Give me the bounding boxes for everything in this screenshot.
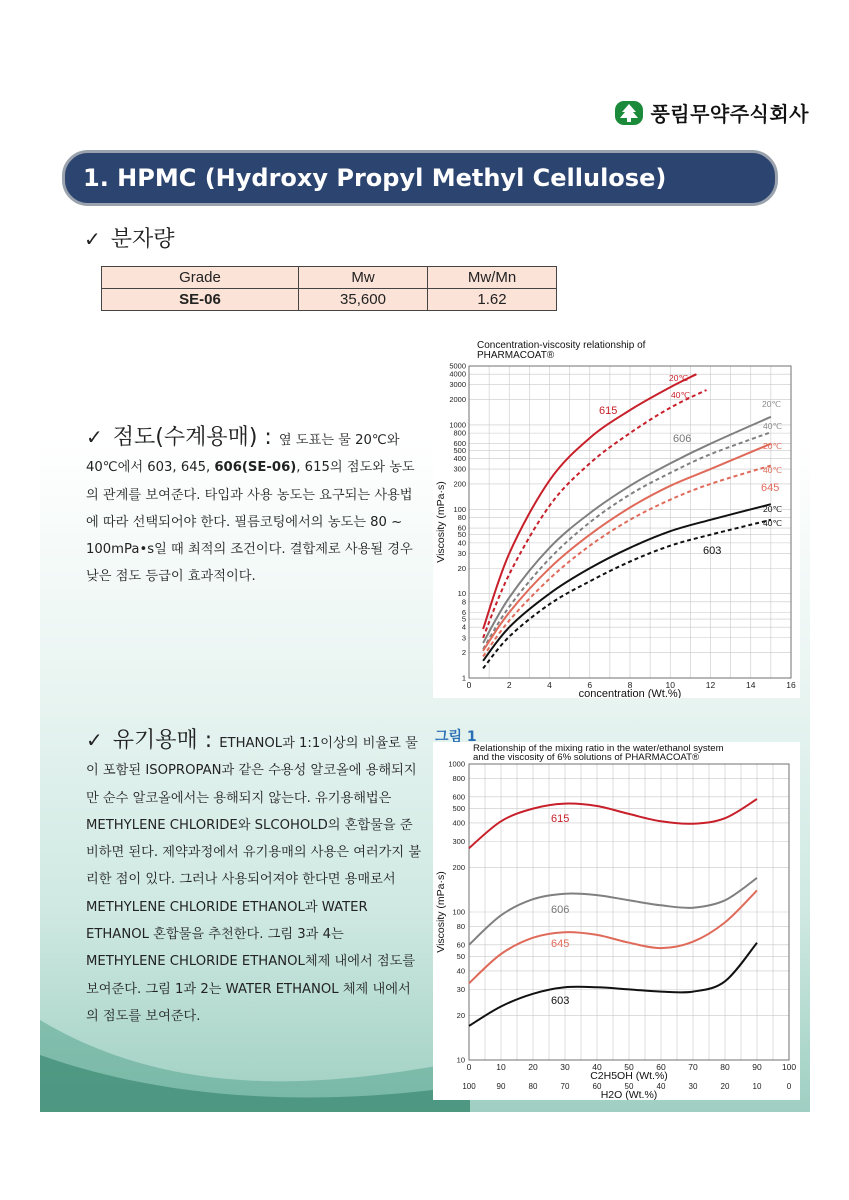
y-tick-label: 60 [457, 523, 466, 533]
x-tick-label: 12 [705, 680, 716, 690]
series-line [483, 504, 771, 661]
y-tick-label: 500 [452, 804, 465, 814]
y-tick-label: 60 [456, 940, 465, 950]
x2-tick-label: 10 [752, 1082, 762, 1091]
x-tick-label: 0 [466, 680, 472, 690]
y-tick-label: 40 [457, 538, 466, 548]
y-tick-label: 600 [452, 792, 465, 802]
molecular-weight-heading: ✓ 분자량 [84, 227, 175, 252]
y-tick-label: 200 [452, 862, 465, 872]
viscosity-paragraph [86, 424, 420, 591]
checkmark-icon: ✓ [86, 728, 103, 752]
series-annotation: 20℃ [763, 504, 783, 514]
organic-solvent-heading: 유기용매 : [112, 728, 220, 753]
y-tick-label: 80 [457, 512, 466, 522]
y-tick-label: 30 [457, 548, 466, 558]
x2-tick-label: 50 [624, 1082, 634, 1091]
y-axis-label: Viscosity (mPa·s) [435, 871, 447, 953]
x-axis-label: C2H5OH (Wt.%) [590, 1070, 668, 1082]
x-tick-label: 50 [624, 1062, 634, 1072]
x2-tick-label: 80 [528, 1082, 538, 1091]
molecular-weight-table [101, 266, 557, 311]
x2-tick-label: 90 [496, 1082, 506, 1091]
table-cell-grade: SE-06 [102, 289, 299, 311]
x-tick-label: 2 [506, 680, 512, 690]
y-tick-label: 100 [453, 504, 466, 514]
table-header-row [102, 267, 557, 289]
series-annotation: 20℃ [669, 373, 689, 383]
series-annotation: 615 [551, 813, 570, 825]
series-annotation: 40℃ [763, 465, 783, 475]
company-logo [614, 98, 809, 127]
y-tick-label: 1 [461, 673, 466, 683]
x-tick-label: 4 [547, 680, 552, 690]
y-tick-label: 8 [461, 597, 466, 607]
organic-solvent-text: ETHANOL과 1:1이상의 비율로 물이 포함된 ISOPROPAN과 같은 수용성 알코올에 용해되지만 순수 알코올에서는 용해되지 않는다. 유기용해법은 METHYLENE CHLORIDE와 SLCOHOLD의 혼합물을 준비하면 된다. 제약과정에서 유기용매의 사용은 여러가지 불리한 점이 있다. 그러나 사용되어져야 한다면 용매로서 METHYLENE CHLORIDE ETHANOL과 WATER ETHANOL 혼합물을 추천한다. 그림 3과 4는 METHYLENE CHLORIDE ETHANOL체제 내에서 점도를 보여준다. 그림 1과 2는 WATER ETHANOL 체제 내에서의 점도를 보여준다. [86, 736, 422, 1024]
x-tick-label: 20 [528, 1062, 538, 1072]
y-tick-label: 1000 [448, 759, 465, 769]
x2-tick-label: 30 [688, 1082, 698, 1091]
viscosity-text: 옆 도표는 물 20℃와 40℃에서 603, 645, [86, 433, 400, 476]
x-tick-label: 90 [752, 1062, 762, 1072]
y-tick-label: 400 [453, 454, 466, 464]
y-tick-label: 6 [461, 607, 466, 617]
x-tick-label: 14 [746, 680, 756, 690]
x-tick-label: 80 [720, 1062, 730, 1072]
x2-tick-label: 40 [656, 1082, 666, 1091]
checkmark-icon: ✓ [86, 425, 103, 449]
x2-tick-label: 100 [462, 1082, 476, 1091]
table-cell-mw: 35,600 [299, 289, 428, 311]
y-tick-label: 10 [456, 1055, 465, 1065]
y-tick-label: 100 [452, 907, 465, 917]
viscosity-text-bold: 606(SE-06) [214, 460, 297, 476]
company-name: 풍림무약주식회사 [650, 102, 809, 126]
y-tick-label: 40 [456, 966, 465, 976]
series-line [483, 390, 706, 638]
series-annotation: 20℃ [762, 399, 782, 409]
series-annotation: 606 [551, 904, 570, 916]
x-tick-label: 60 [656, 1062, 666, 1072]
logo-mark-icon [614, 100, 644, 126]
x-tick-label: 8 [627, 680, 633, 690]
x-tick-label: 10 [496, 1062, 506, 1072]
chart-title: Relationship of the mixing ratio in the water/ethanol system [473, 743, 724, 754]
y-tick-label: 20 [457, 563, 466, 573]
concentration-viscosity-chart [433, 336, 800, 698]
y-tick-label: 1000 [449, 420, 466, 430]
series-annotation: 615 [599, 405, 618, 417]
x-tick-label: 100 [781, 1062, 797, 1072]
y-tick-label: 3 [461, 633, 466, 643]
x-axis-label: concentration (Wt.%) [578, 688, 682, 698]
series-annotation: 606 [673, 433, 692, 445]
y-tick-label: 2000 [449, 395, 466, 405]
checkmark-icon: ✓ [84, 227, 101, 251]
table-cell-mwmn: 1.62 [428, 289, 557, 311]
y-axis-label: Viscosity (mPa·s) [435, 481, 447, 563]
y-tick-label: 4000 [449, 369, 466, 379]
y-tick-label: 500 [453, 445, 466, 455]
y-tick-label: 200 [453, 479, 466, 489]
chart-title: and the viscosity of 6% solutions of PHARMACOAT® [473, 752, 700, 763]
series-annotation: 40℃ [671, 390, 691, 400]
series-annotation: 20℃ [763, 441, 783, 451]
y-tick-label: 5 [461, 614, 466, 624]
y-tick-label: 2 [461, 648, 466, 658]
series-annotation: 603 [551, 995, 570, 1007]
y-tick-label: 600 [453, 439, 466, 449]
x2-tick-label: 70 [560, 1082, 570, 1091]
viscosity-text: , 615의 점도와 농도의 관계를 보여준다. 타입과 사용 농도는 요구되는 사용법에 따라 선택되어야 한다. 필름코팅에서의 농도는 80 ~ 100mPa•s일 때 최적의 조건이다. 결합제로 사용될 경우 낮은 점도 등급이 효과적이다. [86, 460, 415, 585]
y-tick-label: 300 [453, 464, 466, 474]
series-annotation: 40℃ [763, 421, 783, 431]
series-annotation: 645 [551, 938, 570, 950]
y-tick-label: 3000 [449, 380, 466, 390]
x2-tick-label: 0 [786, 1082, 792, 1091]
y-tick-label: 800 [453, 428, 466, 438]
y-tick-label: 4 [461, 622, 466, 632]
series-annotation: 645 [761, 482, 780, 494]
series-line [483, 444, 771, 651]
y-tick-label: 30 [456, 984, 465, 994]
chart-title: PHARMACOAT® [477, 350, 555, 361]
y-tick-label: 5000 [449, 361, 466, 371]
chart-title: Concentration-viscosity relationship of [477, 340, 646, 351]
y-tick-label: 50 [457, 530, 466, 540]
x2-tick-label: 60 [592, 1082, 602, 1091]
table-header-cell: Mw/Mn [428, 267, 557, 289]
x-tick-label: 70 [688, 1062, 698, 1072]
y-tick-label: 10 [457, 589, 466, 599]
viscosity-heading: 점도(수계용매) : [112, 425, 279, 450]
y-tick-label: 400 [452, 818, 465, 828]
series-line [483, 466, 771, 657]
mixing-ratio-viscosity-chart [433, 742, 800, 1100]
y-tick-label: 800 [452, 773, 465, 783]
table-header-cell: Grade [102, 267, 299, 289]
x-tick-label: 30 [560, 1062, 570, 1072]
table-header-cell: Mw [299, 267, 428, 289]
x2-axis-label: H2O (Wt.%) [600, 1089, 658, 1100]
y-tick-label: 300 [452, 836, 465, 846]
organic-solvent-paragraph [86, 727, 422, 1030]
series-annotation: 603 [703, 545, 722, 557]
figure-label: 그림 1 [435, 729, 477, 745]
y-tick-label: 50 [456, 952, 465, 962]
section-title-banner: 1. HPMC (Hydroxy Propyl Methyl Cellulose) [62, 150, 778, 206]
x-tick-label: 10 [665, 680, 675, 690]
x-tick-label: 0 [466, 1062, 472, 1072]
x2-tick-label: 20 [720, 1082, 730, 1091]
series-annotation: 40℃ [763, 518, 783, 528]
x-tick-label: 16 [786, 680, 796, 690]
table-row [102, 289, 557, 311]
y-tick-label: 80 [456, 921, 465, 931]
x-tick-label: 6 [587, 680, 593, 690]
x-tick-label: 40 [592, 1062, 602, 1072]
y-tick-label: 20 [456, 1010, 465, 1020]
